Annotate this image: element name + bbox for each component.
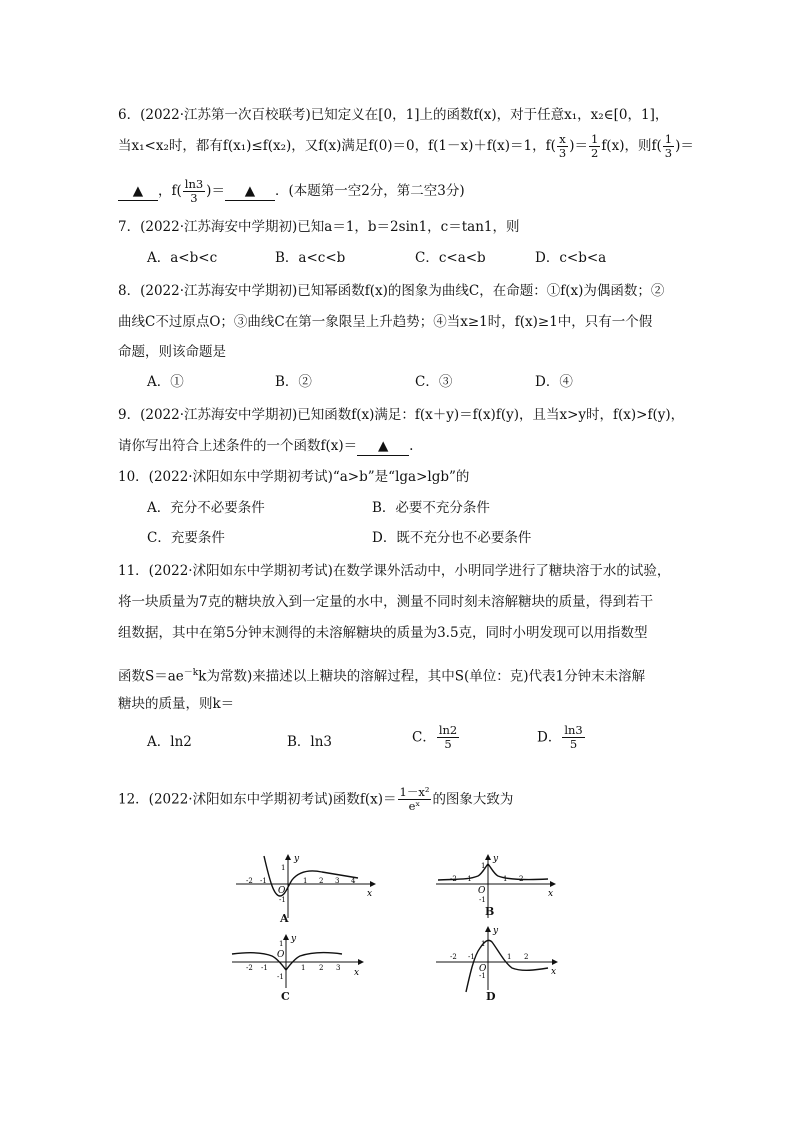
graph-b-tick-x: -2 [450,875,457,883]
q6-frac3-den: 3 [664,146,673,160]
q6-frac1-den: 3 [558,146,567,160]
graph-b-tick-x: 1 [503,875,508,883]
q12-stem-a: 12．(2022·沭阳如东中学期初考试)函数f(x)＝ [118,791,397,808]
graph-c-tick-x: 2 [319,964,324,972]
q8-line1: 8．(2022·江苏海安中学期初)已知幂函数f(x)的图象为曲线C，在命题：①f(x)为偶函数；② [118,283,665,299]
graph-d-label[interactable]: D [486,990,496,1003]
q6-line3-b: )＝ [206,183,225,199]
q6-frac-1-2 [589,133,600,160]
q8-option-d[interactable]: D．④ [535,374,573,390]
graph-d-x-label: x [551,967,557,977]
q6-frac4-den: 3 [190,191,198,205]
graph-a-tick-x: -1 [260,877,267,885]
q11-option-c[interactable] [412,724,460,751]
q11-line1: 11．(2022·沭阳如东中学期初考试)在数学课外活动中，小明同学进行了糖块溶于水的试验， [118,563,671,579]
graph-c-label[interactable]: C [281,990,290,1003]
q7-option-c[interactable]: C．c<a<b [415,250,486,266]
q11-option-d-label: D． [537,729,562,746]
q9-line2 [118,437,413,456]
q9-line2-b: . [409,438,414,454]
q6-line3-c: ．(本题第一空2分，第二空3分) [274,183,465,199]
q10-option-a[interactable]: A．充分不必要条件 [147,500,265,516]
graph-a-label[interactable]: A [280,912,289,925]
q7-option-d[interactable]: D．c<b<a [535,250,607,266]
graph-b-tick-x: -1 [465,875,472,883]
q11-line4 [118,664,645,686]
q11-option-c-num: ln2 [438,723,458,737]
graph-a-tick-x: 4 [351,877,356,885]
q11-line4-a: 函数S＝ae [118,668,184,685]
graph-c-tick-x: 3 [336,964,341,972]
q11-option-c-frac [437,724,459,751]
q6-frac3-num: 1 [664,132,673,146]
q8-line3: 命题，则该命题是 [118,344,226,360]
q7-stem: 7．(2022·江苏海安中学期初)已知a＝1，b＝2sin1，c＝tan1，则 [118,219,520,235]
graph-b-tick-y: -1 [479,896,486,904]
q6-line3-a: ，f( [158,183,182,199]
q11-option-d-frac [562,724,584,751]
graph-d-y-arrow [485,926,491,932]
graph-d-x-arrow [552,959,558,965]
q11-option-d-den: 5 [569,737,578,751]
graph-c-y-label: y [291,934,297,944]
q6-line2-c: f(x)，则f( [601,138,662,154]
q11-exponent: －k [183,668,199,678]
q11-option-d[interactable] [537,724,586,751]
graph-c-tick-x: 1 [301,964,306,972]
graph-a-tick-y: 1 [281,864,286,872]
q6-frac-ln3-3 [183,178,205,205]
graph-b-y-arrow [485,854,491,860]
q8-option-b[interactable]: B．② [275,374,312,390]
q11-line4-b: k为常数)来描述以上糖块的溶解过程，其中S(单位：克)代表1分钟末未溶解 [198,668,646,685]
q10-stem: 10．(2022·沭阳如东中学期初考试)“a>b”是“lga>lgb”的 [118,469,470,485]
q6-line2-d: )＝ [675,138,694,154]
graph-b-tick-x: 2 [519,875,524,883]
q7-option-b[interactable]: B．a<c<b [275,250,346,266]
graph-d-tick-y: -1 [479,972,486,980]
q12-stem-b: 的图象大致为 [432,791,514,808]
graph-d-origin: O [479,964,487,974]
graph-a-tick-x: 3 [335,877,340,885]
q6-line3 [118,178,465,205]
q6-frac4-num: ln3 [184,177,204,191]
graph-d-tick-x: -2 [450,953,457,961]
graph-b-x-arrow [550,881,556,887]
graph-b-label[interactable]: B [485,905,495,918]
q6-frac2-den: 2 [590,146,599,160]
q10-option-d[interactable]: D．既不充分也不必要条件 [372,530,532,546]
graph-b[interactable] [432,852,562,924]
q6-answer-blank-1[interactable]: ▲ [118,182,158,201]
graph-a-origin: O [278,886,286,896]
graph-a-tick-x: 2 [319,877,324,885]
q11-line2: 将一块质量为7克的糖块放入到一定量的水中，测量不同时刻未溶解糖块的质量，得到若干 [118,594,654,610]
graph-d[interactable] [432,924,564,994]
graph-b-tick-y: 1 [481,862,486,870]
q11-option-c-den: 5 [444,737,452,751]
graph-d-tick-x: 2 [524,953,529,961]
q10-option-c[interactable]: C．充要条件 [147,530,225,546]
graph-c-origin: O [277,950,285,960]
graph-b-y-label: y [493,854,499,864]
q9-line1: 9．(2022·江苏海安中学期初)已知函数f(x)满足：f(x＋y)＝f(x)f(y)，且当x>y时，f(x)>f(y)， [118,407,685,423]
graph-a-x-label: x [367,889,373,899]
q9-answer-blank[interactable]: ▲ [357,437,409,456]
graph-c-tick-y: -1 [277,973,284,981]
graph-a-y-arrow [285,854,291,860]
q6-frac1-num: x [557,133,568,147]
graph-d-tick-y: 1 [481,940,486,948]
q10-option-b[interactable]: B．必要不充分条件 [372,500,490,516]
q8-option-c[interactable]: C．③ [415,374,453,390]
q11-line5: 糖块的质量，则k＝ [118,696,235,712]
graph-c-tick-y: 1 [279,940,284,948]
q11-option-b[interactable]: B．ln3 [287,734,333,750]
graph-b-x-label: x [548,889,554,899]
q6-frac-x-3 [557,133,568,160]
q7-option-a[interactable]: A．a<b<c [147,250,218,266]
q12-frac [398,786,432,813]
q6-answer-blank-2[interactable]: ▲ [225,182,275,201]
q11-line3: 组数据，其中在第5分钟末测得的未溶解糖块的质量为3.5克，同时小明发现可以用指数型 [118,625,648,641]
graph-a-y-label: y [294,854,300,864]
graph-d-tick-x: -1 [468,953,475,961]
q12-frac-num: 1－x² [399,785,430,799]
graph-c-y-arrow [283,934,289,940]
graph-d-tick-x: 1 [507,953,512,961]
q6-line2-b: )＝ [569,138,588,154]
graph-d-y-label: y [493,926,499,936]
q8-option-a[interactable]: A．① [147,374,184,390]
graph-c[interactable] [228,932,368,992]
graph-b-origin: O [478,886,486,896]
graph-c-x-arrow [358,959,364,965]
q6-line1: 6．(2022·江苏第一次百校联考)已知定义在[0，1]上的函数f(x)，对于任意x₁，x₂∈[0，1]， [118,107,669,123]
q6-line2-a: 当x₁<x₂时，都有f(x₁)≤f(x₂)，又f(x)满足f(0)＝0，f(1－x)＋f(x)＝1，f( [118,138,556,154]
graph-a-tick-x: -2 [246,877,253,885]
graph-a-tick-y: -1 [279,896,286,904]
q12-frac-den: eˣ [408,799,421,813]
q8-line2: 曲线C不过原点O；③曲线C在第一象限呈上升趋势；④当x≥1时，f(x)≥1中，只有一个假 [118,314,653,330]
graph-c-tick-x: -2 [246,964,253,972]
q6-line2 [118,133,694,160]
graph-a-tick-x: 1 [303,877,308,885]
q12-stem [118,786,513,813]
q6-frac2-num: 1 [590,132,599,146]
q9-line2-a: 请你写出符合上述条件的一个函数f(x)＝ [118,438,358,454]
q6-frac-1-3 [663,133,674,160]
graph-a[interactable] [230,852,380,924]
q11-option-a[interactable]: A．ln2 [147,734,192,750]
graph-c-tick-x: -1 [261,964,268,972]
graph-c-x-label: x [354,968,360,978]
q11-option-d-num: ln3 [564,723,583,737]
graph-a-x-arrow [370,881,376,887]
q11-option-c-label: C． [412,729,436,746]
